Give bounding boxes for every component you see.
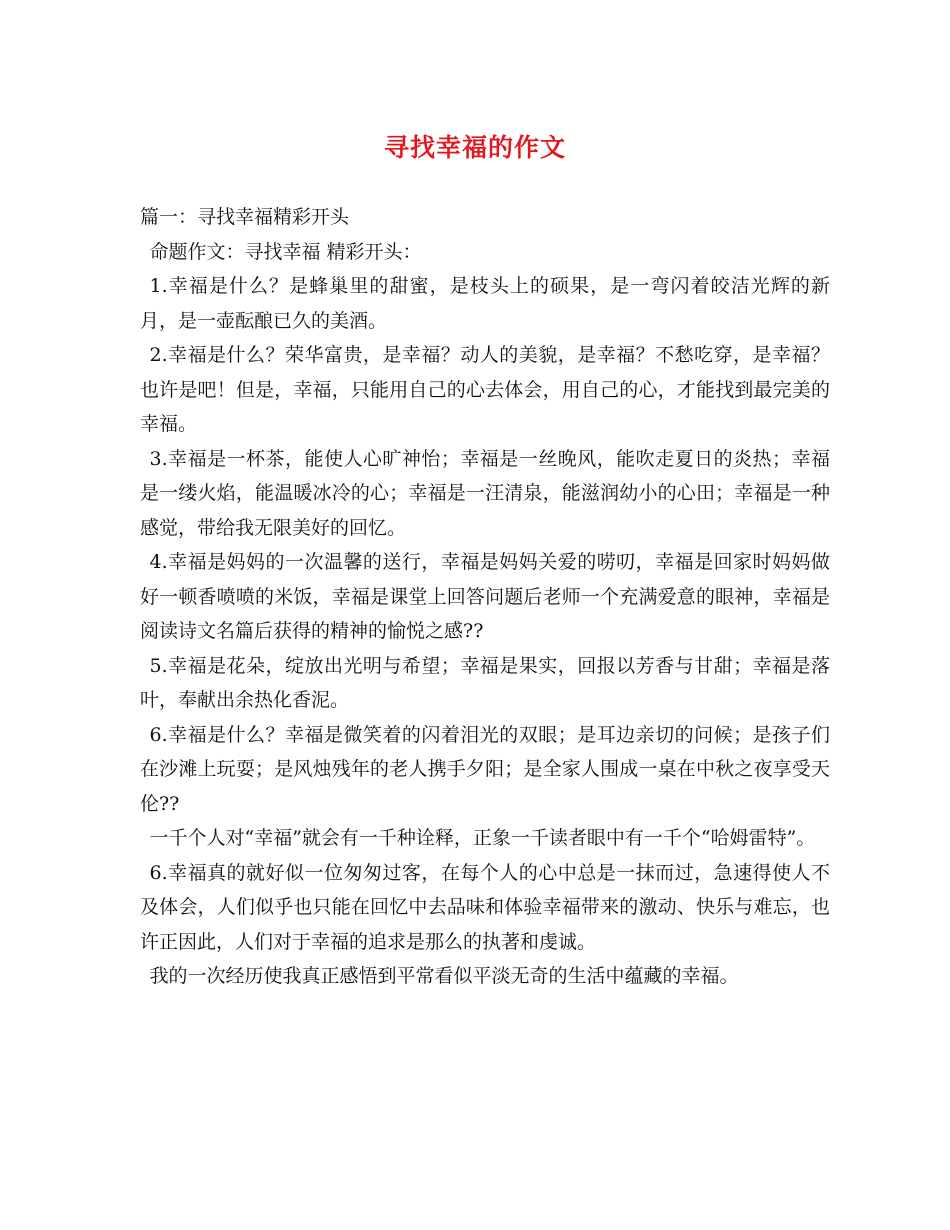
paragraph: 2.幸福是什么？荣华富贵，是幸福？动人的美貌，是幸福？不愁吃穿，是幸福？也许是吧！但是，幸福，只能用自己的心去体会，用自己的心，才能找到最完美的幸福。 xyxy=(140,344,830,435)
paragraph: 一千个人对“幸福”就会有一千种诠释，正象一千读者眼中有一千个“哈姆雷特”。 xyxy=(149,827,816,849)
document-body xyxy=(140,200,830,994)
paragraph: 5.幸福是花朵，绽放出光明与希望；幸福是果实，回报以芳香与甘甜；幸福是落叶，奉献出余热化香泥。 xyxy=(140,654,830,711)
paragraph: 6.幸福是什么？幸福是微笑着的闪着泪光的双眼；是耳边亲切的问候；是孩子们在沙滩上玩耍；是风烛残年的老人携手夕阳；是全家人围成一桌在中秋之夜享受天伦?? xyxy=(140,723,830,815)
paragraph: 4.幸福是妈妈的一次温馨的送行，幸福是妈妈关爱的唠叨，幸福是回家时妈妈做好一顿香喷喷的米饭，幸福是课堂上回答问题后老师一个充满爱意的眼神，幸福是阅读诗文名篇后获得的精神的愉悦之感?? xyxy=(140,551,830,642)
paragraph: 6.幸福真的就好似一位匆匆过客，在每个人的心中总是一抹而过，急速得使人不及体会，人们似乎也只能在回忆中去品味和体验幸福带来的激动、快乐与难忘，也许正因此，人们对于幸福的追求是那么的执著和虔诚。 xyxy=(140,861,830,953)
paragraph: 1.幸福是什么？是蜂巢里的甜蜜，是枝头上的硕果，是一弯闪着皎洁光辉的新月，是一壶酝酿已久的美酒。 xyxy=(140,275,830,332)
section-heading: 篇一：寻找幸福精彩开头 xyxy=(140,206,350,228)
paragraph: 我的一次经历使我真正感悟到平常看似平淡无奇的生活中蕴藏的幸福。 xyxy=(149,965,739,987)
paragraph: 3.幸福是一杯茶，能使人心旷神怡；幸福是一丝晚风，能吹走夏日的炎热；幸福是一缕火焰，能温暖冰冷的心；幸福是一汪清泉，能滋润幼小的心田；幸福是一种感觉，带给我无限美好的回忆。 xyxy=(140,447,830,539)
prompt-line: 命题作文：寻找幸福 精彩开头： xyxy=(149,240,422,263)
document-title: 寻找幸福的作文 xyxy=(383,133,566,162)
